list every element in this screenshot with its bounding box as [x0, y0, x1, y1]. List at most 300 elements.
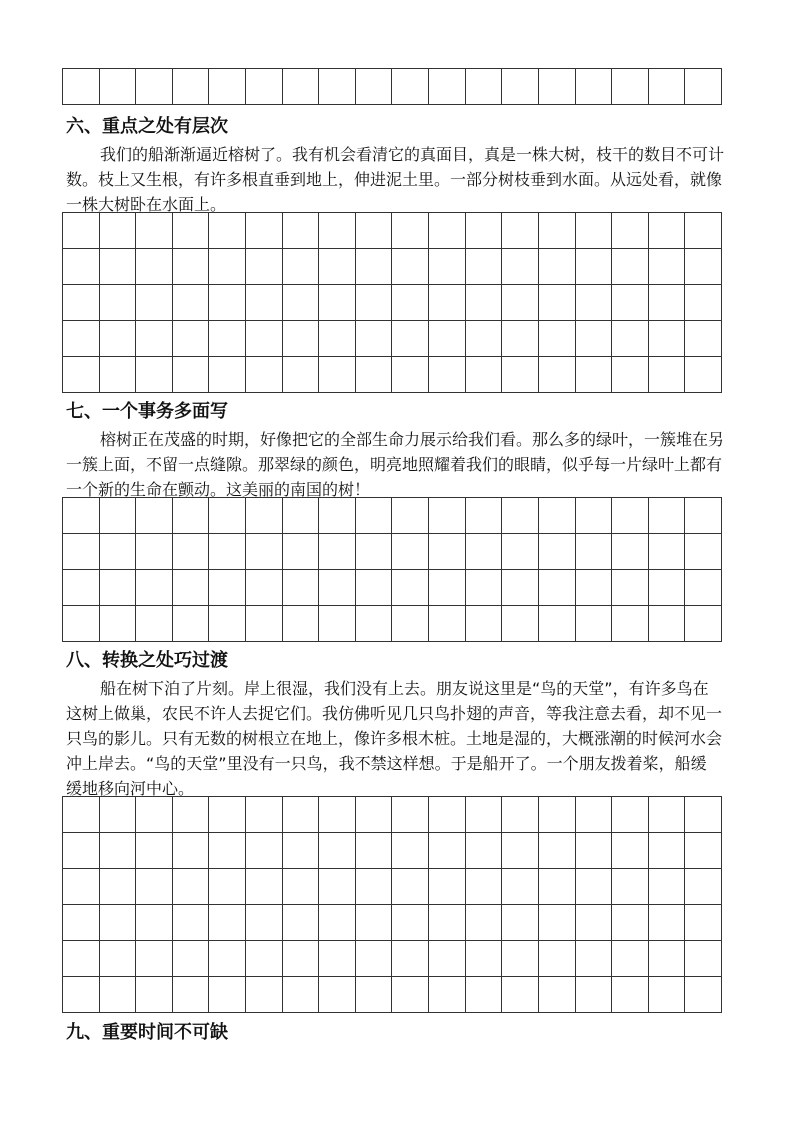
grid-cell[interactable] — [612, 213, 649, 249]
grid-cell[interactable] — [319, 498, 356, 534]
grid-cell[interactable] — [173, 833, 210, 869]
grid-cell[interactable] — [576, 905, 613, 941]
grid-cell[interactable] — [100, 797, 137, 833]
grid-cell[interactable] — [466, 69, 503, 105]
grid-cell[interactable] — [649, 534, 686, 570]
grid-cell[interactable] — [466, 977, 503, 1013]
grid-cell[interactable] — [100, 977, 137, 1013]
grid-cell[interactable] — [649, 941, 686, 977]
grid-cell[interactable] — [173, 606, 210, 642]
grid-cell[interactable] — [429, 833, 466, 869]
grid-cell[interactable] — [209, 606, 246, 642]
grid-cell[interactable] — [246, 213, 283, 249]
grid-cell[interactable] — [209, 498, 246, 534]
grid-cell[interactable] — [100, 606, 137, 642]
grid-cell[interactable] — [283, 941, 320, 977]
grid-cell[interactable] — [173, 797, 210, 833]
grid-cell[interactable] — [173, 498, 210, 534]
grid-cell[interactable] — [466, 797, 503, 833]
grid-cell[interactable] — [283, 797, 320, 833]
grid-cell[interactable] — [136, 249, 173, 285]
grid-cell[interactable] — [100, 869, 137, 905]
grid-cell[interactable] — [429, 869, 466, 905]
grid-cell[interactable] — [246, 833, 283, 869]
grid-cell[interactable] — [685, 69, 722, 105]
grid-cell[interactable] — [612, 69, 649, 105]
grid-cell[interactable] — [539, 606, 576, 642]
grid-cell[interactable] — [63, 941, 100, 977]
grid-cell[interactable] — [283, 213, 320, 249]
grid-cell[interactable] — [502, 498, 539, 534]
grid-cell[interactable] — [356, 869, 393, 905]
grid-cell[interactable] — [356, 797, 393, 833]
grid-cell[interactable] — [649, 797, 686, 833]
grid-cell[interactable] — [466, 606, 503, 642]
grid-cell[interactable] — [100, 213, 137, 249]
grid-cell[interactable] — [502, 249, 539, 285]
grid-cell[interactable] — [319, 977, 356, 1013]
grid-cell[interactable] — [576, 69, 613, 105]
grid-cell[interactable] — [392, 213, 429, 249]
grid-cell[interactable] — [356, 570, 393, 606]
grid-cell[interactable] — [502, 357, 539, 393]
grid-cell[interactable] — [319, 941, 356, 977]
grid-cell[interactable] — [539, 797, 576, 833]
grid-cell[interactable] — [283, 498, 320, 534]
grid-cell[interactable] — [502, 213, 539, 249]
grid-cell[interactable] — [429, 357, 466, 393]
grid-cell[interactable] — [392, 797, 429, 833]
grid-cell[interactable] — [649, 249, 686, 285]
paragraph-line: 只鸟的影儿。只有无数的树根立在地上，像许多根木桩。土地是湿的，大概涨潮的时候河水会 — [66, 729, 723, 748]
grid-cell[interactable] — [173, 570, 210, 606]
grid-cell[interactable] — [100, 249, 137, 285]
grid-cell[interactable] — [319, 534, 356, 570]
grid-cell[interactable] — [100, 498, 137, 534]
grid-cell[interactable] — [392, 69, 429, 105]
grid-cell[interactable] — [502, 977, 539, 1013]
grid-cell[interactable] — [429, 606, 466, 642]
grid-cell[interactable] — [63, 69, 100, 105]
grid-cell[interactable] — [612, 833, 649, 869]
grid-cell[interactable] — [392, 357, 429, 393]
grid-cell[interactable] — [466, 905, 503, 941]
grid-cell[interactable] — [466, 213, 503, 249]
grid-cell[interactable] — [649, 357, 686, 393]
grid-cell[interactable] — [576, 869, 613, 905]
paragraph-line: 缓地移向河中心。 — [66, 779, 195, 798]
grid-cell[interactable] — [576, 321, 613, 357]
grid-cell[interactable] — [356, 213, 393, 249]
grid-cell[interactable] — [539, 941, 576, 977]
grid-cell[interactable] — [502, 69, 539, 105]
grid-cell[interactable] — [209, 213, 246, 249]
grid-cell[interactable] — [612, 606, 649, 642]
grid-cell[interactable] — [63, 833, 100, 869]
grid-cell[interactable] — [136, 285, 173, 321]
grid-cell[interactable] — [502, 905, 539, 941]
grid-cell[interactable] — [246, 321, 283, 357]
grid-cell[interactable] — [612, 977, 649, 1013]
grid-cell[interactable] — [283, 869, 320, 905]
grid-cell[interactable] — [392, 606, 429, 642]
grid-cell[interactable] — [63, 249, 100, 285]
grid-cell[interactable] — [539, 285, 576, 321]
grid-cell[interactable] — [685, 213, 722, 249]
grid-cell[interactable] — [100, 321, 137, 357]
grid-cell[interactable] — [319, 285, 356, 321]
section-title: 九、重要时间不可缺 — [66, 1022, 228, 1043]
grid-cell[interactable] — [100, 905, 137, 941]
grid-cell[interactable] — [136, 941, 173, 977]
grid-cell[interactable] — [502, 321, 539, 357]
grid-cell[interactable] — [173, 534, 210, 570]
grid-cell[interactable] — [502, 941, 539, 977]
grid-cell[interactable] — [209, 941, 246, 977]
grid-cell[interactable] — [649, 977, 686, 1013]
grid-cell[interactable] — [283, 249, 320, 285]
grid-cell[interactable] — [209, 905, 246, 941]
grid-cell[interactable] — [502, 797, 539, 833]
grid-cell[interactable] — [136, 69, 173, 105]
grid-cell[interactable] — [63, 905, 100, 941]
grid-cell[interactable] — [136, 606, 173, 642]
grid-cell[interactable] — [356, 498, 393, 534]
grid-cell[interactable] — [283, 833, 320, 869]
grid-cell[interactable] — [539, 321, 576, 357]
grid-cell[interactable] — [649, 321, 686, 357]
grid-cell[interactable] — [649, 285, 686, 321]
grid-cell[interactable] — [100, 69, 137, 105]
paragraph-line: 榕树正在茂盛的时期，好像把它的全部生命力展示给我们看。那么多的绿叶，一簇堆在另 — [100, 430, 725, 449]
grid-cell[interactable] — [136, 534, 173, 570]
grid-cell[interactable] — [319, 321, 356, 357]
grid-cell[interactable] — [209, 534, 246, 570]
grid-cell[interactable] — [576, 833, 613, 869]
grid-cell[interactable] — [283, 285, 320, 321]
grid-cell[interactable] — [63, 797, 100, 833]
grid-cell[interactable] — [283, 534, 320, 570]
grid-cell[interactable] — [209, 321, 246, 357]
grid-cell[interactable] — [685, 321, 722, 357]
grid-cell[interactable] — [136, 797, 173, 833]
grid-cell[interactable] — [576, 249, 613, 285]
grid-cell[interactable] — [466, 570, 503, 606]
grid-cell[interactable] — [356, 321, 393, 357]
grid-cell[interactable] — [173, 357, 210, 393]
section-title: 七、一个事务多面写 — [66, 401, 228, 422]
grid-cell[interactable] — [356, 285, 393, 321]
grid-cell[interactable] — [100, 357, 137, 393]
grid-cell[interactable] — [685, 534, 722, 570]
grid-cell[interactable] — [246, 977, 283, 1013]
grid-cell[interactable] — [136, 570, 173, 606]
grid-cell[interactable] — [356, 905, 393, 941]
grid-cell[interactable] — [502, 534, 539, 570]
grid-cell[interactable] — [209, 570, 246, 606]
grid-cell[interactable] — [392, 570, 429, 606]
grid-cell[interactable] — [173, 213, 210, 249]
grid-cell[interactable] — [173, 905, 210, 941]
grid-cell[interactable] — [392, 321, 429, 357]
grid-cell[interactable] — [136, 498, 173, 534]
grid-cell[interactable] — [392, 285, 429, 321]
grid-cell[interactable] — [429, 797, 466, 833]
grid-cell[interactable] — [209, 869, 246, 905]
grid-cell[interactable] — [319, 570, 356, 606]
grid-cell[interactable] — [429, 941, 466, 977]
grid-cell[interactable] — [209, 249, 246, 285]
grid-cell[interactable] — [649, 570, 686, 606]
grid-cell[interactable] — [356, 941, 393, 977]
grid-cell[interactable] — [392, 869, 429, 905]
grid-cell[interactable] — [466, 534, 503, 570]
grid-cell[interactable] — [685, 498, 722, 534]
grid-cell[interactable] — [466, 941, 503, 977]
grid-cell[interactable] — [283, 905, 320, 941]
grid-cell[interactable] — [392, 498, 429, 534]
paragraph-line: 我们的船渐渐逼近榕树了。我有机会看清它的真面目，真是一株大树，枝干的数目不可计 — [100, 145, 725, 164]
grid-cell[interactable] — [246, 606, 283, 642]
grid-cell[interactable] — [319, 213, 356, 249]
grid-cell[interactable] — [429, 285, 466, 321]
grid-cell[interactable] — [356, 534, 393, 570]
grid-cell[interactable] — [209, 977, 246, 1013]
grid-cell[interactable] — [136, 869, 173, 905]
grid-cell[interactable] — [429, 498, 466, 534]
grid-cell[interactable] — [246, 498, 283, 534]
grid-cell[interactable] — [576, 498, 613, 534]
grid-cell[interactable] — [319, 357, 356, 393]
grid-cell[interactable] — [685, 905, 722, 941]
grid-cell[interactable] — [356, 606, 393, 642]
grid-cell[interactable] — [539, 570, 576, 606]
grid-cell[interactable] — [429, 977, 466, 1013]
grid-cell[interactable] — [63, 606, 100, 642]
grid-cell[interactable] — [466, 357, 503, 393]
grid-cell[interactable] — [649, 606, 686, 642]
grid-cell[interactable] — [209, 69, 246, 105]
grid-cell[interactable] — [539, 905, 576, 941]
grid-cell[interactable] — [539, 869, 576, 905]
paragraph-line: 一个新的生命在颤动。这美丽的南国的树！ — [66, 480, 371, 499]
grid-cell[interactable] — [356, 833, 393, 869]
grid-cell[interactable] — [63, 285, 100, 321]
grid-cell[interactable] — [63, 321, 100, 357]
grid-cell[interactable] — [612, 869, 649, 905]
grid-cell[interactable] — [283, 570, 320, 606]
grid-cell[interactable] — [136, 357, 173, 393]
grid-cell[interactable] — [429, 213, 466, 249]
grid-cell[interactable] — [649, 498, 686, 534]
grid-cell[interactable] — [283, 357, 320, 393]
grid-cell[interactable] — [612, 321, 649, 357]
grid-cell[interactable] — [63, 357, 100, 393]
grid-cell[interactable] — [649, 213, 686, 249]
grid-cell[interactable] — [246, 905, 283, 941]
grid-cell[interactable] — [246, 797, 283, 833]
grid-cell[interactable] — [136, 977, 173, 1013]
grid-cell[interactable] — [685, 869, 722, 905]
grid-cell[interactable] — [173, 977, 210, 1013]
grid-cell[interactable] — [319, 69, 356, 105]
grid-cell[interactable] — [685, 249, 722, 285]
grid-cell[interactable] — [576, 977, 613, 1013]
grid-cell[interactable] — [612, 905, 649, 941]
grid-cell[interactable] — [685, 833, 722, 869]
grid-cell[interactable] — [319, 869, 356, 905]
grid-cell[interactable] — [173, 869, 210, 905]
writing-grid[interactable] — [62, 212, 722, 393]
grid-cell[interactable] — [466, 869, 503, 905]
grid-cell[interactable] — [502, 869, 539, 905]
grid-cell[interactable] — [685, 606, 722, 642]
grid-cell[interactable] — [246, 285, 283, 321]
grid-cell[interactable] — [209, 797, 246, 833]
grid-cell[interactable] — [649, 69, 686, 105]
grid-cell[interactable] — [502, 833, 539, 869]
grid-cell[interactable] — [356, 69, 393, 105]
grid-cell[interactable] — [319, 606, 356, 642]
grid-cell[interactable] — [649, 869, 686, 905]
grid-cell[interactable] — [539, 69, 576, 105]
grid-cell[interactable] — [246, 357, 283, 393]
grid-cell[interactable] — [173, 321, 210, 357]
grid-cell[interactable] — [100, 534, 137, 570]
writing-grid[interactable] — [62, 796, 722, 1013]
grid-cell[interactable] — [576, 570, 613, 606]
grid-cell[interactable] — [283, 69, 320, 105]
grid-cell[interactable] — [685, 941, 722, 977]
grid-cell[interactable] — [429, 69, 466, 105]
grid-cell[interactable] — [612, 570, 649, 606]
grid-cell[interactable] — [246, 941, 283, 977]
grid-cell[interactable] — [319, 833, 356, 869]
writing-grid[interactable] — [62, 68, 722, 105]
grid-cell[interactable] — [685, 285, 722, 321]
grid-cell[interactable] — [539, 213, 576, 249]
grid-cell[interactable] — [392, 534, 429, 570]
grid-cell[interactable] — [63, 869, 100, 905]
grid-cell[interactable] — [136, 321, 173, 357]
grid-cell[interactable] — [466, 498, 503, 534]
grid-cell[interactable] — [539, 833, 576, 869]
paragraph-line: 一株大树卧在水面上。 — [66, 195, 227, 214]
grid-cell[interactable] — [429, 570, 466, 606]
grid-cell[interactable] — [246, 869, 283, 905]
grid-cell[interactable] — [685, 357, 722, 393]
grid-cell[interactable] — [173, 69, 210, 105]
grid-cell[interactable] — [392, 905, 429, 941]
grid-cell[interactable] — [100, 941, 137, 977]
grid-cell[interactable] — [63, 977, 100, 1013]
grid-cell[interactable] — [319, 797, 356, 833]
grid-cell[interactable] — [283, 977, 320, 1013]
grid-cell[interactable] — [100, 285, 137, 321]
grid-cell[interactable] — [246, 570, 283, 606]
grid-cell[interactable] — [576, 534, 613, 570]
grid-cell[interactable] — [429, 321, 466, 357]
grid-cell[interactable] — [576, 213, 613, 249]
grid-cell[interactable] — [685, 797, 722, 833]
grid-cell[interactable] — [576, 285, 613, 321]
grid-cell[interactable] — [502, 606, 539, 642]
grid-cell[interactable] — [612, 249, 649, 285]
grid-cell[interactable] — [685, 977, 722, 1013]
grid-cell[interactable] — [466, 833, 503, 869]
grid-cell[interactable] — [576, 606, 613, 642]
grid-cell[interactable] — [649, 833, 686, 869]
grid-cell[interactable] — [136, 905, 173, 941]
grid-cell[interactable] — [612, 534, 649, 570]
grid-cell[interactable] — [576, 941, 613, 977]
grid-cell[interactable] — [392, 941, 429, 977]
grid-cell[interactable] — [356, 249, 393, 285]
grid-cell[interactable] — [392, 249, 429, 285]
grid-cell[interactable] — [576, 357, 613, 393]
grid-cell[interactable] — [649, 905, 686, 941]
grid-cell[interactable] — [466, 321, 503, 357]
grid-cell[interactable] — [246, 534, 283, 570]
grid-cell[interactable] — [466, 285, 503, 321]
grid-cell[interactable] — [319, 905, 356, 941]
grid-cell[interactable] — [356, 357, 393, 393]
grid-cell[interactable] — [173, 285, 210, 321]
grid-cell[interactable] — [612, 941, 649, 977]
grid-cell[interactable] — [136, 213, 173, 249]
grid-cell[interactable] — [283, 606, 320, 642]
grid-cell[interactable] — [612, 285, 649, 321]
grid-cell[interactable] — [319, 249, 356, 285]
grid-cell[interactable] — [576, 797, 613, 833]
grid-cell[interactable] — [539, 498, 576, 534]
grid-cell[interactable] — [685, 570, 722, 606]
grid-cell[interactable] — [63, 534, 100, 570]
grid-cell[interactable] — [100, 570, 137, 606]
grid-cell[interactable] — [209, 285, 246, 321]
grid-cell[interactable] — [612, 357, 649, 393]
grid-cell[interactable] — [356, 977, 393, 1013]
grid-cell[interactable] — [173, 941, 210, 977]
grid-cell[interactable] — [612, 498, 649, 534]
writing-grid[interactable] — [62, 497, 722, 642]
grid-cell[interactable] — [539, 357, 576, 393]
grid-cell[interactable] — [63, 213, 100, 249]
grid-cell[interactable] — [392, 977, 429, 1013]
grid-cell[interactable] — [429, 905, 466, 941]
grid-cell[interactable] — [502, 285, 539, 321]
grid-cell[interactable] — [466, 249, 503, 285]
grid-cell[interactable] — [63, 498, 100, 534]
grid-cell[interactable] — [246, 69, 283, 105]
grid-cell[interactable] — [429, 249, 466, 285]
grid-cell[interactable] — [100, 833, 137, 869]
grid-cell[interactable] — [539, 977, 576, 1013]
grid-cell[interactable] — [209, 357, 246, 393]
grid-cell[interactable] — [63, 570, 100, 606]
grid-cell[interactable] — [392, 833, 429, 869]
grid-cell[interactable] — [136, 833, 173, 869]
grid-cell[interactable] — [539, 534, 576, 570]
grid-cell[interactable] — [209, 833, 246, 869]
grid-cell[interactable] — [246, 249, 283, 285]
grid-cell[interactable] — [502, 570, 539, 606]
grid-cell[interactable] — [173, 249, 210, 285]
grid-cell[interactable] — [539, 249, 576, 285]
grid-cell[interactable] — [283, 321, 320, 357]
grid-cell[interactable] — [612, 797, 649, 833]
grid-cell[interactable] — [429, 534, 466, 570]
